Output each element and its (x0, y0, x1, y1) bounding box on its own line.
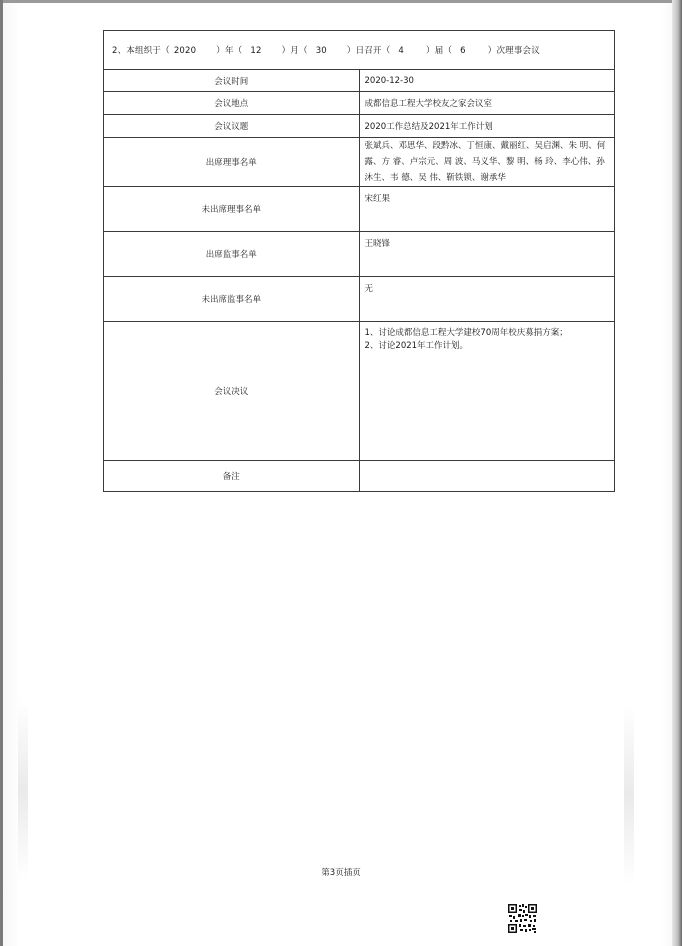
header-month-suffix: ）月（ (281, 46, 308, 56)
header-day-suffix: ）日召开（ (346, 46, 391, 56)
row-topic (104, 115, 615, 138)
row-absent-supervisors (104, 277, 615, 322)
value-topic: 2020工作总结及2021年工作计划 (359, 115, 615, 138)
label-location: 会议地点 (104, 92, 360, 115)
label-present-supervisors: 出席监事名单 (104, 232, 360, 277)
value-time: 2020-12-30 (359, 70, 615, 92)
header-meeting-no: 6 (460, 46, 466, 56)
value-resolution (359, 322, 615, 461)
label-remarks: 备注 (104, 461, 360, 492)
header-year: 2020 (173, 46, 197, 56)
row-resolution (104, 322, 615, 461)
header-year-suffix: ）年（ (216, 46, 243, 56)
resolution-item: 2、讨论2021年工作计划。 (364, 341, 469, 351)
row-absent-directors (104, 187, 615, 232)
value-location: 成都信息工程大学校友之家会议室 (359, 92, 615, 115)
scan-smudge-right (624, 705, 634, 885)
row-remarks (104, 461, 615, 492)
header-row (104, 31, 615, 70)
value-absent-directors: 宋红果 (359, 187, 615, 232)
value-present-supervisors: 王晓锋 (359, 232, 615, 277)
label-absent-directors: 未出席理事名单 (104, 187, 360, 232)
row-present-directors (104, 138, 615, 187)
header-day: 30 (315, 46, 327, 56)
label-present-directors: 出席理事名单 (104, 138, 360, 187)
value-remarks (359, 461, 615, 492)
header-month: 12 (250, 46, 262, 56)
scan-edge-top (0, 0, 682, 3)
label-resolution: 会议决议 (104, 322, 360, 461)
row-location (104, 92, 615, 115)
header-session-suffix: ）届（ (426, 46, 453, 56)
header-prefix: 2、本组织于（ (112, 46, 170, 56)
scan-edge-right (672, 0, 682, 946)
header-meeting-suffix: ）次理事会议 (487, 46, 540, 56)
meeting-header (104, 31, 615, 70)
label-time: 会议时间 (104, 70, 360, 92)
row-present-supervisors (104, 232, 615, 277)
resolution-item: 1、讨论成都信息工程大学建校70周年校庆募捐方案； (364, 328, 568, 338)
label-absent-supervisors: 未出席监事名单 (104, 277, 360, 322)
row-time (104, 70, 615, 92)
label-topic: 会议议题 (104, 115, 360, 138)
page-number: 第3页插页 (321, 868, 361, 878)
header-session: 4 (398, 46, 405, 56)
value-absent-supervisors: 无 (359, 277, 615, 322)
value-present-directors: 张斌兵、邓思华、段黔冰、丁恒康、戴丽红、吴启渊、朱 明、何 露、方 睿、卢宗元、周 波、马义华、黎 明、杨 玲、李心伟、孙沐生、韦 德、吴 伟、靳铁锁、谢承华 (359, 138, 615, 187)
scan-smudge-left (18, 700, 28, 880)
qr-code-icon (507, 903, 538, 934)
scan-edge-left (0, 0, 3, 946)
meeting-record-table (103, 30, 615, 492)
